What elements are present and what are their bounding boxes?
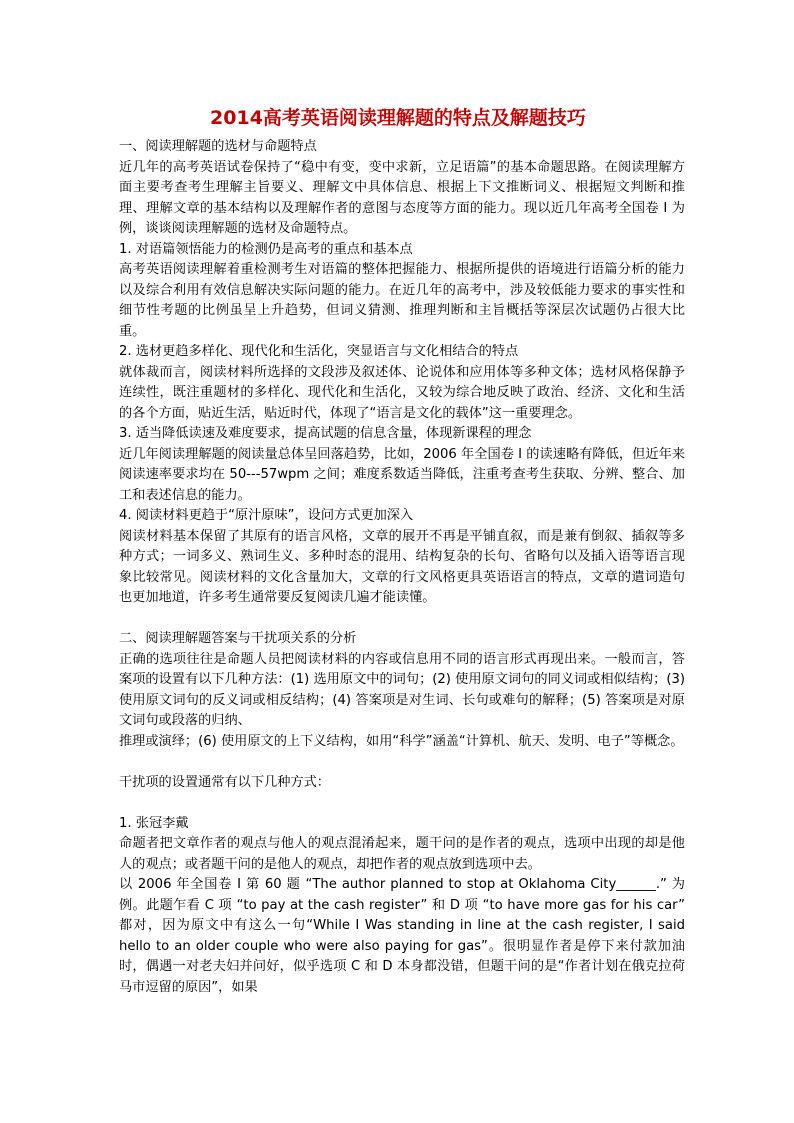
blank-line [119, 793, 685, 814]
paragraph: 就体裁而言，阅读材料所选择的文段涉及叙述体、论说体和应用体等多种文体；选材风格保静予连续性，既注重题材的多样化、现代化和生活化，又较为综合地反映了政治、经济、文化和生活的各个方面，贴近生活，贴近时代，体现了“语言是文化的载体”这一重要理念。 [119, 364, 685, 421]
blank-line [119, 752, 685, 773]
paragraph: 阅读材料基本保留了其原有的语言风格，文章的展开不再是平铺直叙，而是兼有倒叙、插叙等多种方式；一词多义、熟词生义、多种时态的混用、结构复杂的长句、省略句以及插入语等语言现象比较常见。阅读材料的文化含量加大，文章的行文风格更具英语语言的特点，文章的遣词造句也更加地道，许多考生通常要反复阅读几遍才能读懂。 [119, 528, 685, 605]
section-heading: 4. 阅读材料更趋于“原汁原味”，设问方式更加深入 [119, 508, 414, 523]
paragraph: 近几年阅读理解题的阅读量总体呈回落趋势，比如，2006 年全国卷 I 的读速略有降低，但近年来阅读速率要求均在 50---57wpm 之间；难度系数适当降低，注重考查考生获取、分辨、整合、加工和表述信息的能力。 [119, 446, 685, 503]
paragraph: 干扰项的设置通常有以下几种方式： [119, 774, 330, 790]
paragraph: 近几年的高考英语试卷保持了“稳中有变，变中求新，立足语篇”的基本命题思路。在阅读理解方面主要考查考生理解主旨要义、理解文中具体信息、根据上下文推断词义、根据短文判断和推理、理解文章的基本结构以及理解作者的意图与态度等方面的能力。现以近几年高考全国卷 I 为例，谈谈阅读理解题的选材及命题特点。 [119, 159, 685, 236]
paragraph: 以 2006 年全国卷 I 第 60 题 “The author planned to stop at Oklahoma City______.” 为例。此题乍看 C 项 “to pay at the cash register” 和 D 项 “to have more gas for his car” 都对，因为原文中有这么一句“While I Was standing in line at the cash register, I said hello to an older couple who were also paying for gas”。很明显作者是停下来付款加油时，偶遇一对老夫妇并问好，似乎选项 C 和 D 本身都没错，但题干问的是“作者计划在俄克拉荷马市逗留的原因”，如果 [119, 877, 685, 995]
section-heading: 二、阅读理解题答案与干扰项关系的分析 [119, 631, 357, 646]
document-title: 2014高考英语阅读理解题的特点及解题技巧 [210, 107, 586, 129]
blank-line [119, 609, 685, 630]
section-heading: 3. 适当降低读速及难度要求，提高试题的信息含量，体现新课程的理念 [119, 426, 532, 441]
section-heading: 1. 对语篇领悟能力的检测仍是高考的重点和基本点 [119, 241, 413, 257]
section-heading: 1. 张冠李戴 [119, 815, 189, 831]
section-heading: 一、阅读理解题的选材与命题特点 [119, 139, 317, 154]
paragraph: 命题者把文章作者的观点与他人的观点混淆起来，题干问的是作者的观点，选项中出现的却是他人的观点；或者题干问的是他人的观点，却把作者的观点放到选项中去。 [119, 836, 685, 872]
document-body [119, 137, 685, 998]
paragraph: 推理或演绎；(6) 使用原文的上下义结构，如用“科学”涵盖“计算机、航天、发明、电子”等概念。 [119, 733, 684, 749]
section-heading: 2. 选材更趋多样化、现代化和生活化，突显语言与文化相结合的特点 [119, 344, 519, 359]
paragraph: 正确的选项往往是命题人员把阅读材料的内容或信息用不同的语言形式再现出来。一般而言，答案项的设置有以下几种方法：(1) 选用原文中的词句；(2) 使用原文词句的同义词或相似结构；(3) 使用原文词句的反义词或相反结构；(4) 答案项是对生词、长句或难句的解释；(5) 答案项是对原文词句或段落的归纳、 [119, 651, 685, 728]
paragraph: 高考英语阅读理解着重检测考生对语篇的整体把握能力、根据所提供的语境进行语篇分析的能力以及综合利用有效信息解决实际问题的能力。在近几年的高考中，涉及较低能力要求的事实性和细节性考题的比例虽呈上升趋势，但词义猜测、推理判断和主旨概括等深层次试题仍占很大比重。 [119, 262, 685, 339]
